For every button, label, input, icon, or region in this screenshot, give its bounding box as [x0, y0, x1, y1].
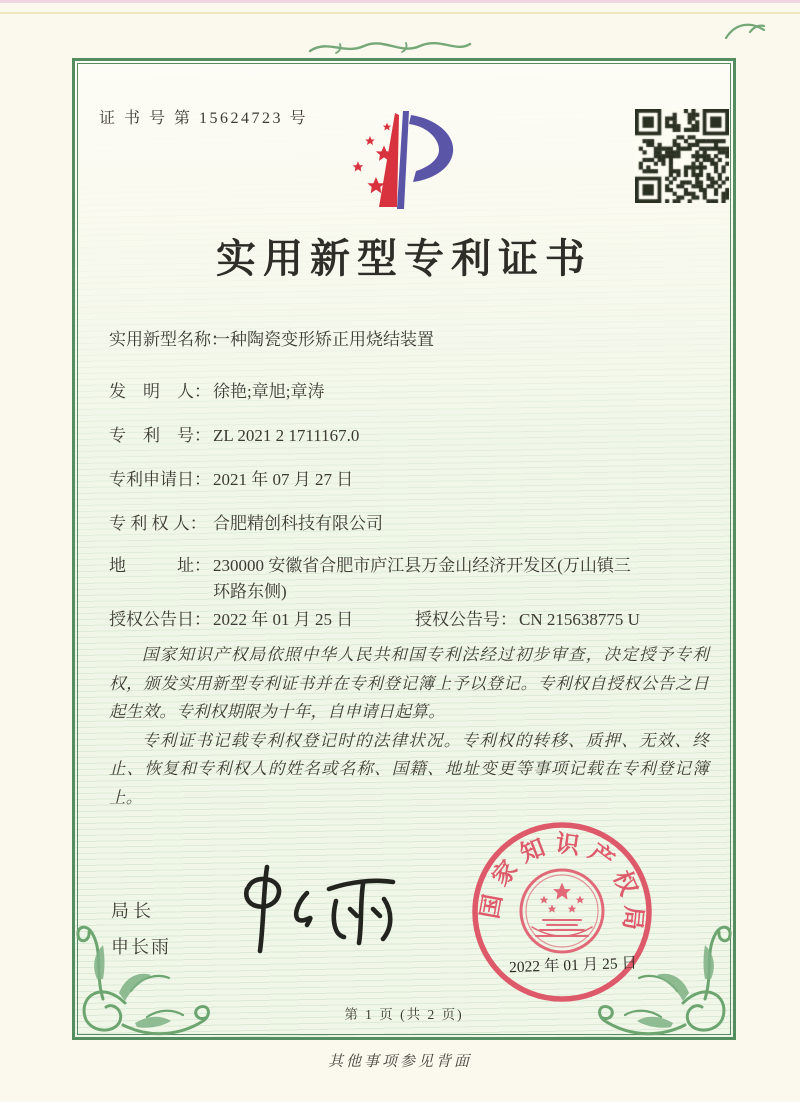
field-label: 授权公告日： — [109, 610, 211, 629]
field-label: 专 利 号： — [109, 426, 211, 445]
field-label: 发 明 人： — [109, 382, 211, 401]
cnipa-logo-icon — [333, 107, 483, 213]
field-label: 专 利 权 人： — [109, 514, 207, 533]
back-note: 其他事项参见背面 — [327, 1054, 472, 1070]
corner-flourish-icon — [61, 883, 229, 1041]
field-patentee — [109, 511, 383, 537]
field-label: 实用新型名称： — [109, 330, 228, 349]
top-right-squiggle-icon — [722, 18, 768, 42]
field-value: CN 215638775 U — [519, 610, 640, 629]
field-utility-model-name — [109, 327, 434, 353]
page-number: 第 1 页 (共 2 页) — [344, 1007, 464, 1022]
scan-edge-line-pink — [0, 0, 800, 3]
legal-paragraph-2: 专利证书记载专利权登记时的法律状况。专利权的转移、质押、无效、终止、恢复和专利权人的姓名或名称、国籍、地址变更等事项记载在专利登记簿上。 — [109, 730, 709, 807]
field-address — [109, 553, 631, 605]
field-label: 授权公告号： — [415, 610, 517, 629]
field-value: 徐艳;章旭;章涛 — [213, 382, 325, 401]
seal-date: 2022 年 01 月 25 日 — [508, 954, 638, 977]
legal-paragraph-1: 国家知识产权局依照中华人民共和国专利法经过初步审查，决定授予专利权，颁发实用新型专利证书并在专利登记簿上予以登记。专利权自授权公告之日起生效。专利权期限为十年，自申请日起算。 — [109, 645, 709, 721]
scan-edge-line-yellow — [0, 12, 800, 14]
field-value-line2: 环路东侧) — [213, 582, 287, 601]
legal-text — [109, 641, 709, 812]
field-patent-number — [109, 423, 359, 449]
field-grant-date — [109, 607, 640, 633]
handwritten-signature-icon — [233, 859, 418, 964]
certificate-frame — [72, 58, 736, 1040]
signer-name: 申长雨 — [111, 937, 171, 957]
field-grant-number — [415, 607, 640, 633]
top-squiggle-ornament-icon — [306, 36, 474, 58]
field-value: ZL 2021 2 1711167.0 — [213, 426, 360, 445]
certificate-fields — [109, 327, 715, 657]
field-filing-date — [109, 467, 353, 493]
corner-flourish-icon — [579, 883, 747, 1041]
signer-title: 局长 — [111, 901, 155, 921]
qr-code — [635, 109, 729, 203]
certificate-number: 证 书 号 第 15624723 号 — [99, 110, 309, 127]
field-value: 2022 年 01 月 25 日 — [213, 610, 354, 629]
field-value-line1: 230000 安徽省合肥市庐江县万金山经济开发区(万山镇三 — [213, 556, 631, 575]
field-label: 专利申请日： — [109, 470, 211, 489]
field-value: 合肥精创科技有限公司 — [213, 514, 383, 533]
field-label: 地 址： — [109, 556, 211, 575]
field-value: 2021 年 07 月 27 日 — [213, 470, 354, 489]
field-value: 一种陶瓷变形矫正用烧结装置 — [213, 330, 434, 349]
certificate-title: 实用新型专利证书 — [216, 236, 592, 281]
field-inventor — [109, 379, 324, 405]
seal-text: 国家知识产权局 — [477, 830, 647, 940]
